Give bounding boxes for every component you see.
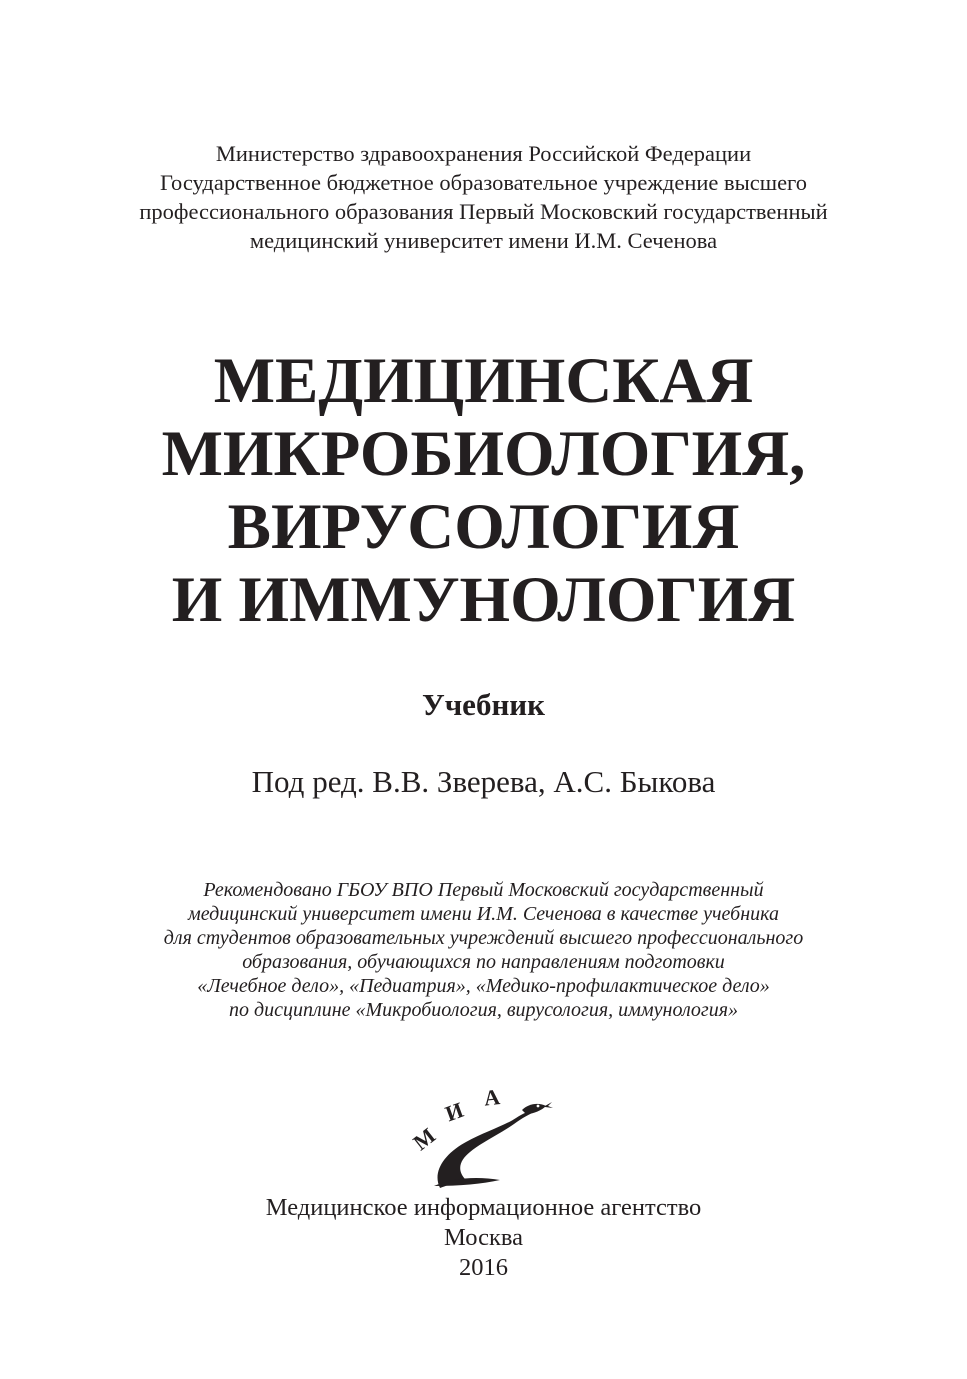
logo-letter-i: И [441, 1096, 467, 1127]
book-title-line: МЕДИЦИНСКАЯ [213, 345, 754, 417]
book-subtitle: Учебник [421, 687, 546, 722]
book-title [0, 345, 967, 637]
recommendation-line: по дисциплине «Микробиология, вирусология, иммунология» [228, 999, 739, 1021]
institution-line: Государственное бюджетное образовательное учреждение высшего [160, 170, 807, 195]
editors-line: Под ред. В.В. Зверева, А.С. Быкова [251, 764, 716, 799]
recommendation-line: Рекомендовано ГБОУ ВПО Первый Московский государственный [203, 879, 764, 901]
snake-logo-icon [404, 1080, 554, 1190]
recommendation-block [0, 878, 967, 1022]
recommendation-line: «Лечебное дело», «Педиатрия», «Медико-профилактическое дело» [197, 975, 770, 997]
publisher-name: Медицинское информационное агентство [265, 1194, 702, 1221]
book-title-line: ВИРУСОЛОГИЯ [227, 491, 740, 563]
recommendation-line: образования, обучающихся по направлениям подготовки [242, 951, 725, 973]
publisher-block [0, 1193, 967, 1283]
book-title-line: МИКРОБИОЛОГИЯ, [161, 418, 806, 490]
institution-line: медицинский университет имени И.М. Сеченова [249, 228, 718, 253]
recommendation-line: для студентов образовательных учреждений высшего профессионального [163, 927, 804, 949]
publisher-city: Москва [444, 1224, 523, 1251]
institution-block [0, 139, 967, 255]
logo-letter-m: М [408, 1122, 441, 1156]
logo-letter-a: А [482, 1084, 502, 1111]
recommendation-line: медицинский университет имени И.М. Сеченова в качестве учебника [188, 903, 779, 925]
book-title-line: И ИММУНОЛОГИЯ [171, 564, 796, 636]
publication-year: 2016 [459, 1254, 508, 1281]
institution-line: профессионального образования Первый Московский государственный [139, 199, 828, 224]
institution-line: Министерство здравоохранения Российской Федерации [215, 141, 752, 166]
